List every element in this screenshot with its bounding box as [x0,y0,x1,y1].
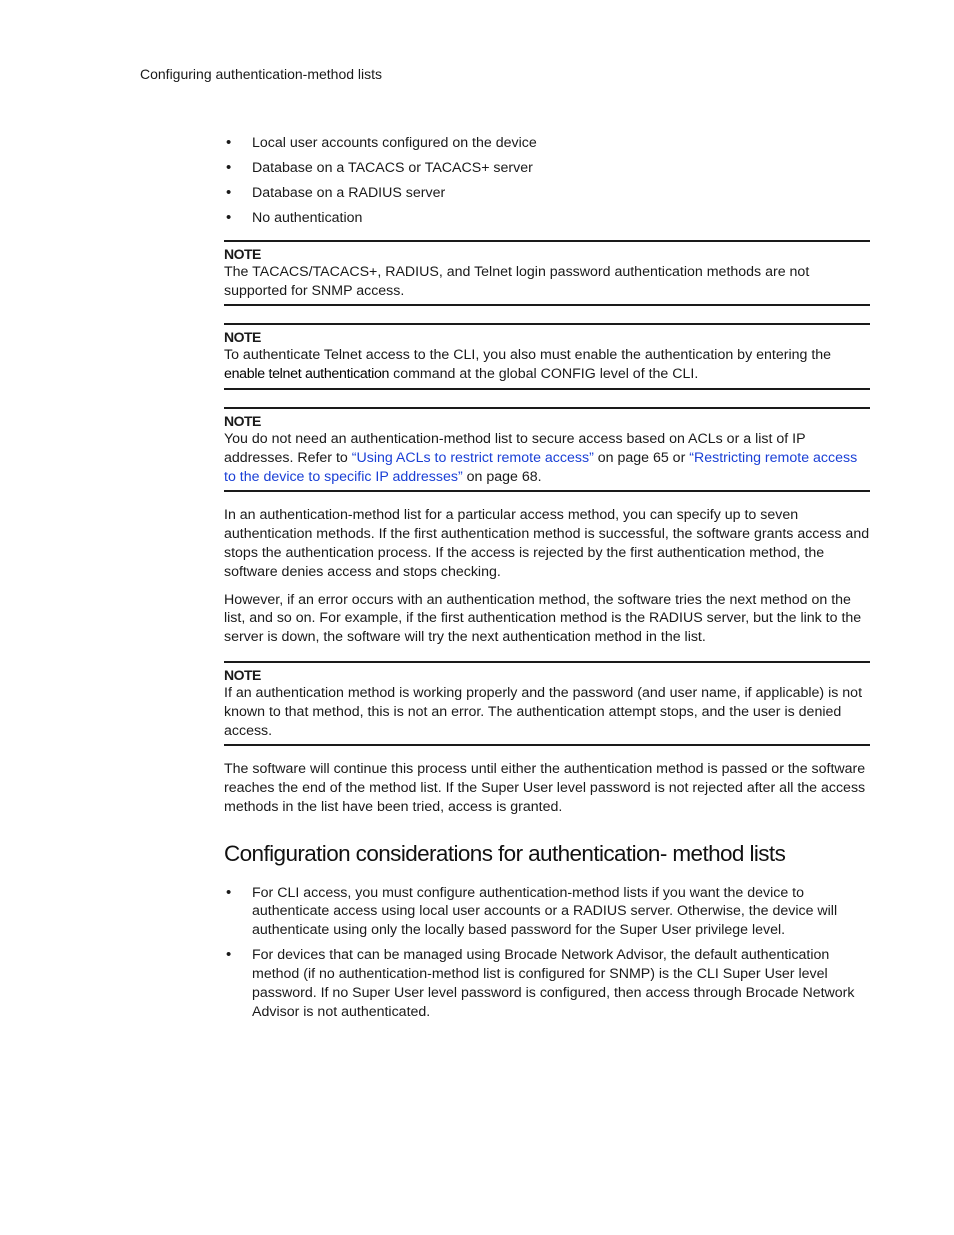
list-item: • No authentication [224,209,870,228]
note-text-after: command at the global CONFIG level of the CLI. [389,366,699,383]
list-item: • For CLI access, you must configure authentication-method lists if you want the device to authenticate access using local user accounts or a RADIUS server. Otherwise, the device will authenticate using only the locally based password for the Super User privilege level. [224,884,870,940]
command-name: enable telnet authentication [224,366,390,383]
note-text-after: on page 68. [462,468,542,485]
note-text: The TACACS/TACACS+, RADIUS, and Telnet login password authentication methods are not supported for SNMP access. [224,263,810,299]
page-content [224,134,870,1028]
note-label: NOTE [224,245,261,262]
link-restricting-remote-access[interactable]: “Restricting remote access to the device to specific IP addresses” [224,449,858,485]
considerations-list [224,884,870,1022]
note-label: NOTE [224,329,261,346]
list-item: • For devices that can be managed using Brocade Network Advisor, the default authentication method (if no authentication-method list is configured for SNMP) is the CLI Super User level password. If no Super User level password is configured, then access through Brocade Network Advisor is not authenticated. [224,946,870,1021]
note-text: If an authentication method is working properly and the password (and user name, if applicable) is not known to that method, this is not an error. The authentication attempt stops, and the user is denied access. [224,684,863,739]
list-item: • Local user accounts configured on the device [224,134,870,153]
body-paragraph: The software will continue this process until either the authentication method is passed or the software reaches the end of the method list. If the Super User level password is not rejected after all the access methods in the list have been tried, access is granted. [224,761,866,815]
body-paragraph: However, if an error occurs with an authentication method, the software tries the next method on the list, and so on. For example, if the first authentication method is the RADIUS server, but the link to the server is down, the software will try the next authentication method in the list. [224,591,862,646]
note-text [224,346,870,384]
note-label: NOTE [224,666,261,683]
note-label: NOTE [224,412,261,429]
note-text [224,430,870,486]
section-heading: Configuration considerations for authentication- method lists [224,840,786,866]
body-paragraph: In an authentication-method list for a particular access method, you can specify up to seven authentication methods. If the first authentication method is successful, the software grants access and stops the authentication process. If the access is rejected by the first authentication method, the software denies access and stops checking. [224,507,870,580]
running-header: Configuring authentication-method lists [140,66,383,82]
note-text-middle: on page 65 or [593,449,690,466]
list-item: • Database on a RADIUS server [224,184,870,203]
note-text-before: You do not need an authentication-method list to secure access based on ACLs or a list of IP addresses. Refer to [224,430,806,466]
note-snmp [224,240,870,307]
note-acl [224,407,870,492]
list-item: • Database on a TACACS or TACACS+ server [224,159,870,178]
link-using-acls[interactable]: “Using ACLs to restrict remote access” [351,449,594,466]
note-text-before: To authenticate Telnet access to the CLI, you also must enable the authentication by entering the [224,347,832,364]
auth-source-list [224,134,870,228]
note-telnet [224,323,870,390]
note-auth-method [224,661,870,746]
